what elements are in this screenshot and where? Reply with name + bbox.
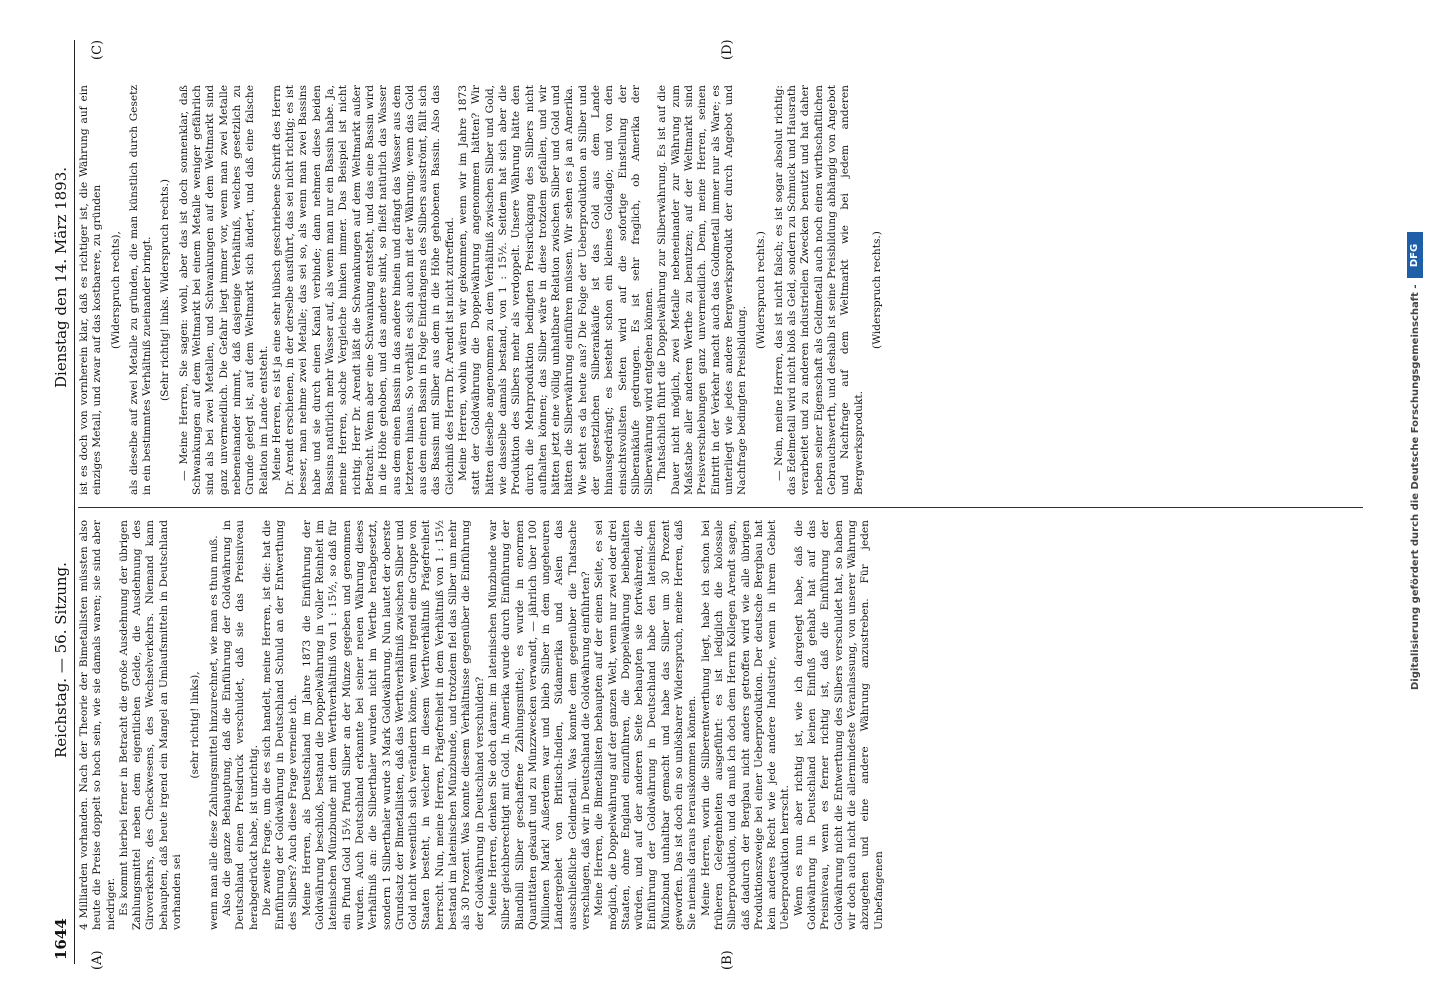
paragraph: wenn man alle diese Zahlungsmittel hinzurechnet, wie man es thun muß.	[207, 535, 220, 930]
paragraph: Meine Herren, denken Sie doch daran: im lateinischen Münzbunde war Silber gleichberechtigt mit Gold. In Amerika wurde durch Einführung der Blandbill Silber geschaffene Zahlungsmittel; es wurde in enormen Quantitäten gekauft und zu Münzzwecken verwandt, — jährlich über 100 Millionen Mark! Außerdem war und blieb Silber in dem ungeheuren Ländergebiet von Britisch-Indien, Südamerika und Asien das ausschließliche Geldmetall. Was konnte dem gegenüber die Thatsache verschlagen, daß wir in Deutschland die Goldwährung einführten?	[486, 520, 592, 930]
page-number: 1644	[52, 918, 70, 960]
paragraph: — Meine Herren, Sie sagen: wohl, aber das ist doch sonnenklar, daß Schwankungen auf dem Weltmarkt bei einem Metalle weniger gefährlich sind als bei zwei Metallen, und Schwankungen auf dem Weltmarkt sind ganz unvermeidlich. Die Gefahr liegt immer vor, wenn man zwei Metalle nebeneinander nimmt, daß dasjenige Verhältniß, welches gesetzlich zu Grunde gelegt ist, auf dem Weltmarkt sich ändert, und daß eine falsche Relation im Lande entsteht.	[177, 85, 270, 495]
paragraph: Meine Herren, es ist ja eine sehr hübsch geschriebene Schrift des Herrn Dr. Arendt erschienen, in der derselbe ausführt, das sei nicht richtig; es ist besser, man nehme zwei Metalle; das sei so, als wenn man zwei Bassins habe und sie durch einen Kanal verbinde; dann nehmen diese beiden Bassins natürlich mehr Wasser auf, als wenn man nur ein Bassin habe. Ja, meine Herren, solche Vergleiche hinken immer. Das Beispiel ist nicht richtig. Herr Dr. Arendt läßt die Schwankungen auf dem Weltmarkt außer Betracht. Wenn aber eine Schwankung entsteht, und das eine Bassin wird in die Höhe gehoben, und das andere sinkt, so fließt natürlich das Wasser aus dem einen Bassin in das andere hinein und drängt das Wasser aus dem letzteren hinaus. So verhält es sich auch mit der Währung: wenn das Gold aus dem einen Bassin in Folge Eindrängens des Silbers ausströmt, fällt sich das Bassin mit Silber aus dem in die Höhe gehobenen Bassin. Also das Gleichniß des Herrn Dr. Arendt ist nicht zutreffend.	[270, 85, 456, 495]
interjection: (Sehr richtig! links. Widerspruch rechts.)	[159, 178, 172, 402]
paragraph: Also die ganze Behauptung, daß die Einführung der Goldwährung in Deutschland einen Preisdruck verschuldet, daß sie das Preisniveau herabgedrückt habe, ist unrichtig.	[220, 520, 260, 930]
interjection: (sehr richtig! links),	[189, 671, 202, 779]
credit-text: Digitalisierung gefördert durch die Deutsche Forschungsgemeinschaft -	[1409, 284, 1421, 690]
margin-mark-a: (A)	[90, 950, 105, 970]
digitization-credit	[1404, 10, 1426, 690]
running-header	[52, 60, 72, 978]
interjection: (Widerspruch rechts.)	[754, 231, 767, 349]
paragraph: Meine Herren, worin die Silberentwerthung liegt, habe ich schon bei früheren Gelegenheiten ausgeführt: es ist lediglich die kolossale Silberproduktion, und da muß ich doch dem Herrn Kollegen Arendt sagen, daß dadurch der Bergbau nicht anders getroffen wird wie alle übrigen Produktionszweige bei einer Ueberproduktion. Der deutsche Bergbau hat kein anderes Recht wie jede andere Industrie, wenn in ihrem Gebiet Ueberproduktion herrscht.	[699, 520, 792, 930]
paragraph: — Nein, meine Herren, das ist nicht falsch; es ist sogar absolut richtig: das Edelmetall wird nicht bloß als Geld, sondern zu Schmuck und Hausrath verarbeitet und zu anderen industriellen Zwecken benutzt und hat daher neben seiner Eigenschaft als Geldmetall auch noch einen wirthschaftlichen Gebrauchswerth, und deshalb ist seine Preisbildung abhängig von Angebot und Nachfrage auf dem Weltmarkt wie bei jedem anderen Bergwerksprodukt.	[772, 85, 865, 495]
right-text-column	[78, 85, 1368, 495]
margin-mark-d: (D)	[720, 39, 735, 60]
dfg-logo: DFG	[1407, 232, 1423, 278]
paragraph: als dieselbe auf zwei Metalle zu gründen, die man künstlich durch Gesetz in ein bestimmtes Verhältniß zueinander bringt.	[127, 85, 154, 495]
paragraph: Meine Herren, die Bimetallisten behaupten auf der einen Seite, es sei möglich, die Doppelwährung auf der ganzen Welt, wenn nur zwei oder drei Staaten, ohne England einzuführen, die Doppelwährung beibehalten würden, und auf der anderen Seite behaupten sie fortwährend, die Einführung der Goldwährung in Deutschland habe den lateinischen Münzbund unhaltbar gemacht und habe das Silber um 30 Prozent geworfen. Das ist doch ein so unlösbarer Widerspruch, meine Herren, daß Sie niemals daraus herauskommen können.	[593, 520, 699, 930]
margin-mark-b: (B)	[720, 950, 735, 970]
paragraph: Meine Herren, als Deutschland im Jahre 1873 die Einführung der Goldwährung beschloß, bestand die Doppelwährung in voller Reinheit im lateinischen Münzbunde mit dem Werthverhältniß von 1 : 15½, so daß für ein Pfund Gold 15½ Pfund Silber an der Münze gegeben und genommen wurden. Auch Deutschland erkannte bei seiner neuen Währung dieses Verhältniß an: die Silberthaler wurden nicht im Werthe herabgesetzt, sondern 1 Silberthaler wurde 3 Mark Goldwährung. Nun lautet der oberste Grundsatz der Bimetallisten, daß das Werthverhältniß zwischen Silber und Gold nicht wesentlich sich verändern könne, wenn irgend eine Gruppe von Staaten besteht, in welcher in diesem Werthverhältniß Prägefreiheit herrscht. Nun, meine Herren, Prägefreiheit in dem Verhältniß von 1 : 15½ bestand im lateinischen Münzbunde, und trotzdem fiel das Silber um mehr als 30 Prozent. Was konnte diesem Verhältnisse gegenüber die Einführung der Goldwährung in Deutschland verschulden?	[300, 520, 486, 930]
header-rule	[74, 40, 75, 964]
paragraph: Thatsächlich führt die Doppelwährung zur Silberwährung. Es ist auf die Dauer nicht möglich, zwei Metalle nebeneinander zur Währung zum Maßstabe aller anderen Werthe zu benutzen; auf der Weltmarkt sind Preisverschiebungen ganz unvermeidlich. Denn, meine Herren, seinen Eintritt in der Verkehr macht auch das Goldmetall immer nur als Ware; es unterliegt wie jedes andere Bergwerksprodukt der durch Angebot und Nachfrage bedingten Preisbildung.	[656, 85, 749, 495]
paragraph: Die zweite Frage, um die es sich handelt, meine Herren, ist die: hat die Einführung der Goldwährung in Deutschland Schuld an der Entwerthung des Silbers? Auch diese Frage verneine ich.	[260, 520, 300, 930]
paragraph: 4 Milliarden vorhanden. Nach der Theorie der Bimetallisten müssten also heute die Preise doppelt so hoch sein, wie sie damals waren; sie sind aber niedriger.	[78, 520, 117, 930]
interjection: (Widerspruch rechts),	[109, 231, 122, 349]
paragraph: ist es doch von vornherein klar, daß es richtiger ist, die Währung auf ein einziges Metall, und zwar auf das kostbarere, zu gründen	[78, 85, 104, 495]
paragraph: Wenn es nun aber richtig ist, wie ich dargelegt habe, daß die Goldwährung in Deutschland keinen Einfluß gehabt hat auf das Preisniveau, wenn es ferner richtig ist, daß die Einführung der Goldwährung nicht die Entwerthung des Silbers verschuldet hat, so haben wir doch auch nicht die allermindeste Veranlassung, von unserer Währung abzugehen und eine andere Währung anzustreben. Für jeden Unbefangenen	[792, 520, 885, 930]
session-date: Dienstag den 14. März 1893.	[52, 166, 70, 388]
session-title: Reichstag. — 56. Sitzung.	[52, 562, 70, 758]
paragraph: Meine Herren, wohin wären wir gekommen, wenn wir im Jahre 1873 statt der Goldwährung die Doppelwährung angenommen hätten? Wir hätten dieselbe angenommen zu dem Verhältniß zwischen Silber und Gold, wie dasselbe damals bestand, von 1 : 15½. Seitdem hat sich aber die Produktion des Silbers mehr als verdoppelt. Unsere Währung hätte den durch die Mehrproduktion bedingten Preisrückgang des Silbers nicht aufhalten können; das Silber wäre in diese trotzdem gefallen, und wir hätten jetzt eine völlig unhaltbare Relation zwischen Silber und Gold und hätten die Silberwährung einführen müssen. Wir sehen es ja an Amerika. Wie steht es da heute aus? Die Folge der Ueberproduktion an Silber und der gesetzlichen Silberankäufe ist das Gold aus dem Lande hinausgedrängt; es besteht schon ein kleines Goldagio; und von den einsichtsvollsten Seiten wird auf die sofortige Einstellung der Silberankäufe gedrungen. Es ist sehr fraglich, ob Amerika der Silberwährung wird entgehen können.	[457, 85, 656, 495]
left-text-column	[78, 520, 1368, 930]
column-divider	[78, 507, 1363, 508]
paragraph: Es kommt hierbei ferner in Betracht die große Ausdehnung der übrigen Zahlungsmittel neben dem eigentlichen Gelde, die Ausdehnung des Giroverkehrs, des Checkwesens, des Wechselverkehrs. Niemand kann behaupten, daß heute irgend ein Mangel an Umlaufsmitteln in Deutschland vorhanden sei	[117, 520, 184, 930]
interjection: (Widerspruch rechts.)	[870, 231, 883, 349]
margin-mark-c: (C)	[90, 39, 105, 60]
